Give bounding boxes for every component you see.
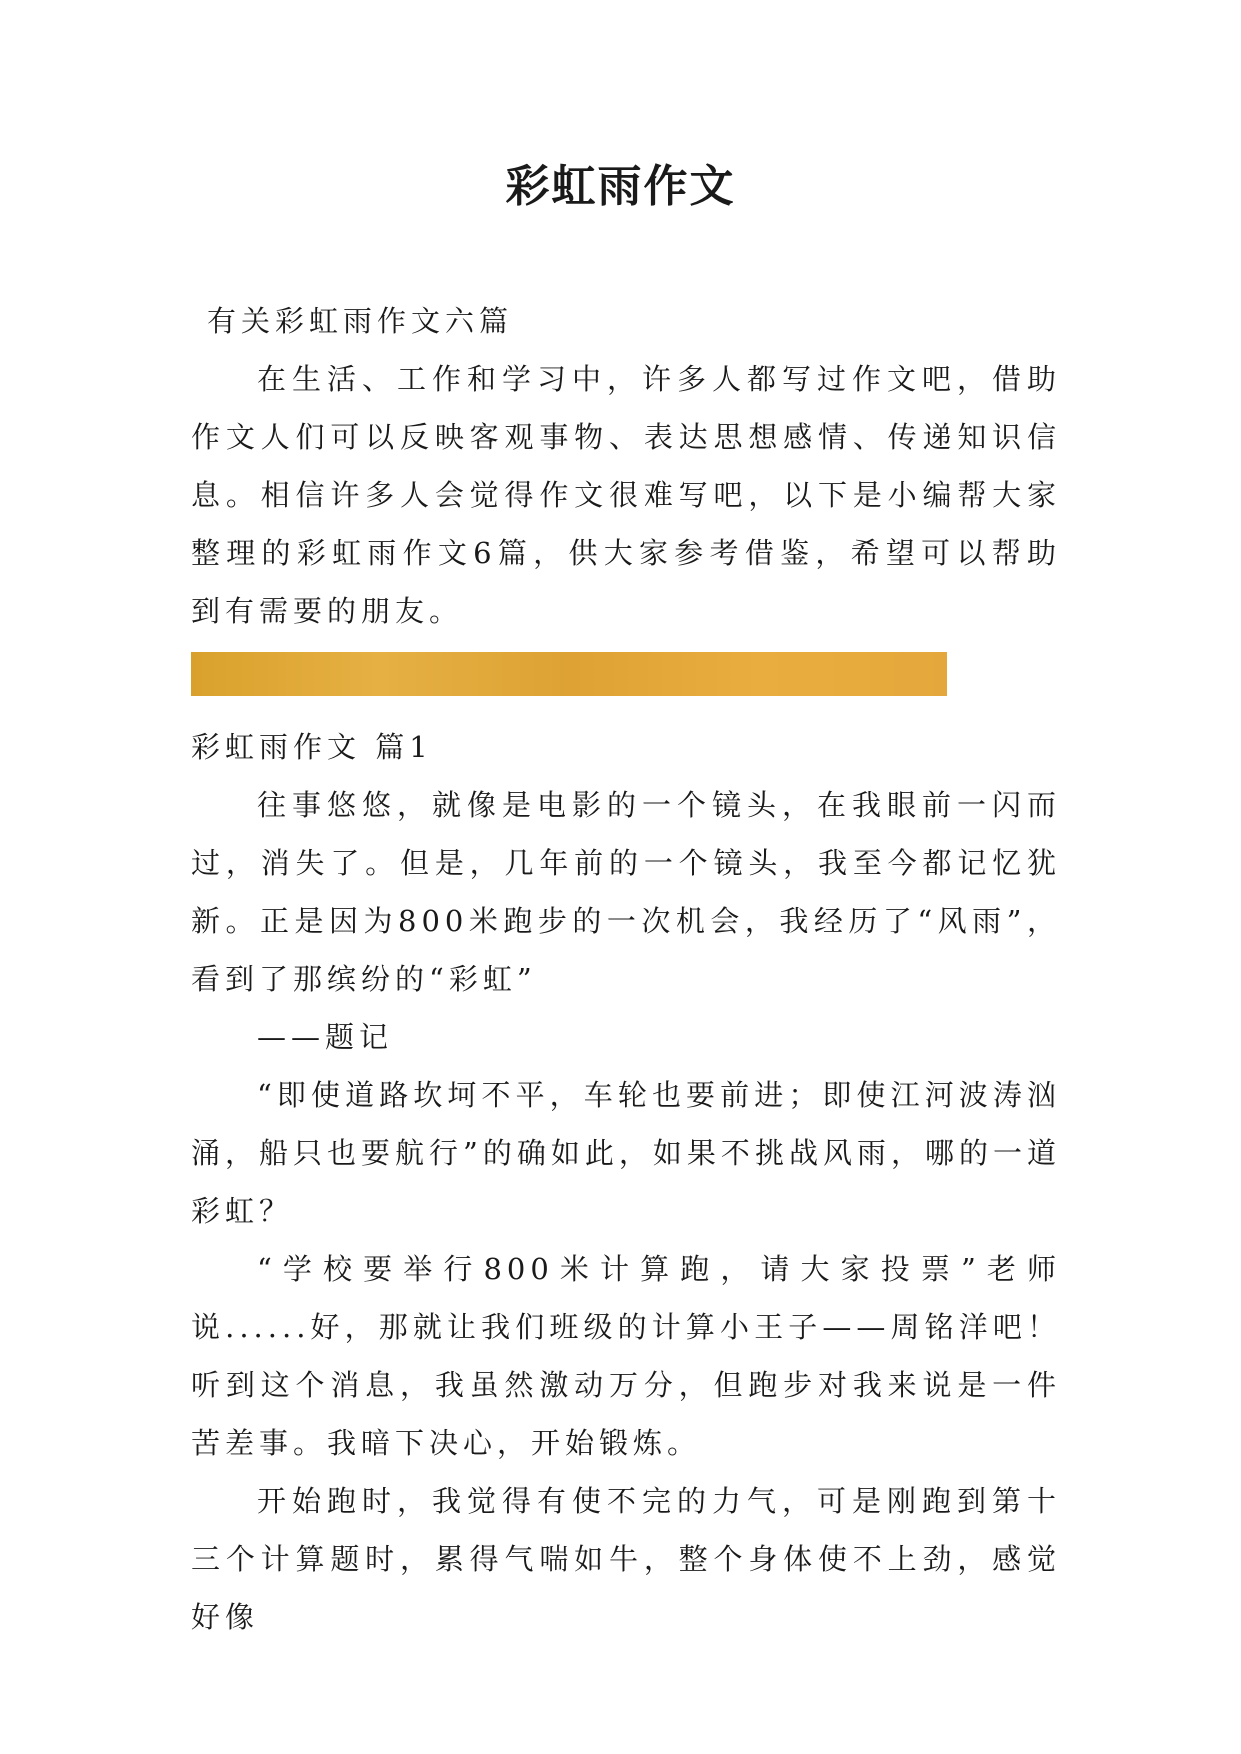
- essay-epigraph-note: ——题记: [257, 1020, 394, 1054]
- document-title: 彩虹雨作文: [505, 161, 736, 212]
- decorative-banner: [191, 652, 947, 696]
- document-subtitle: 有关彩虹雨作文六篇: [207, 304, 514, 338]
- essay-paragraph: “即使道路坎坷不平，车轮也要前进；即使江河波涛汹涌，船只也要航行”的确如此，如果不挑战风雨，哪的一道彩虹？: [191, 1078, 1061, 1228]
- essay-paragraph: 往事悠悠，就像是电影的一个镜头，在我眼前一闪而过，消失了。但是，几年前的一个镜头，我至今都记忆犹新。正是因为800米跑步的一次机会，我经历了“风雨”，看到了那缤纷的“彩虹”: [191, 788, 1061, 996]
- essay-paragraph: 开始跑时，我觉得有使不完的力气，可是刚跑到第十三个计算题时，累得气喘如牛，整个身体使不上劲，感觉好像: [191, 1484, 1061, 1634]
- intro-paragraph: 在生活、工作和学习中，许多人都写过作文吧，借助作文人们可以反映客观事物、表达思想感情、传递知识信息。相信许多人会觉得作文很难写吧，以下是小编帮大家整理的彩虹雨作文6篇，供大家参考借鉴，希望可以帮助到有需要的朋友。: [191, 362, 1061, 628]
- document-body: [191, 292, 1061, 1646]
- section-heading: 彩虹雨作文 篇1: [191, 730, 433, 764]
- essay-paragraph: “学校要举行800米计算跑，请大家投票”老师说......好，那就让我们班级的计算小王子——周铭洋吧！听到这个消息，我虽然激动万分，但跑步对我来说是一件苦差事。我暗下决心，开始锻炼。: [191, 1252, 1061, 1460]
